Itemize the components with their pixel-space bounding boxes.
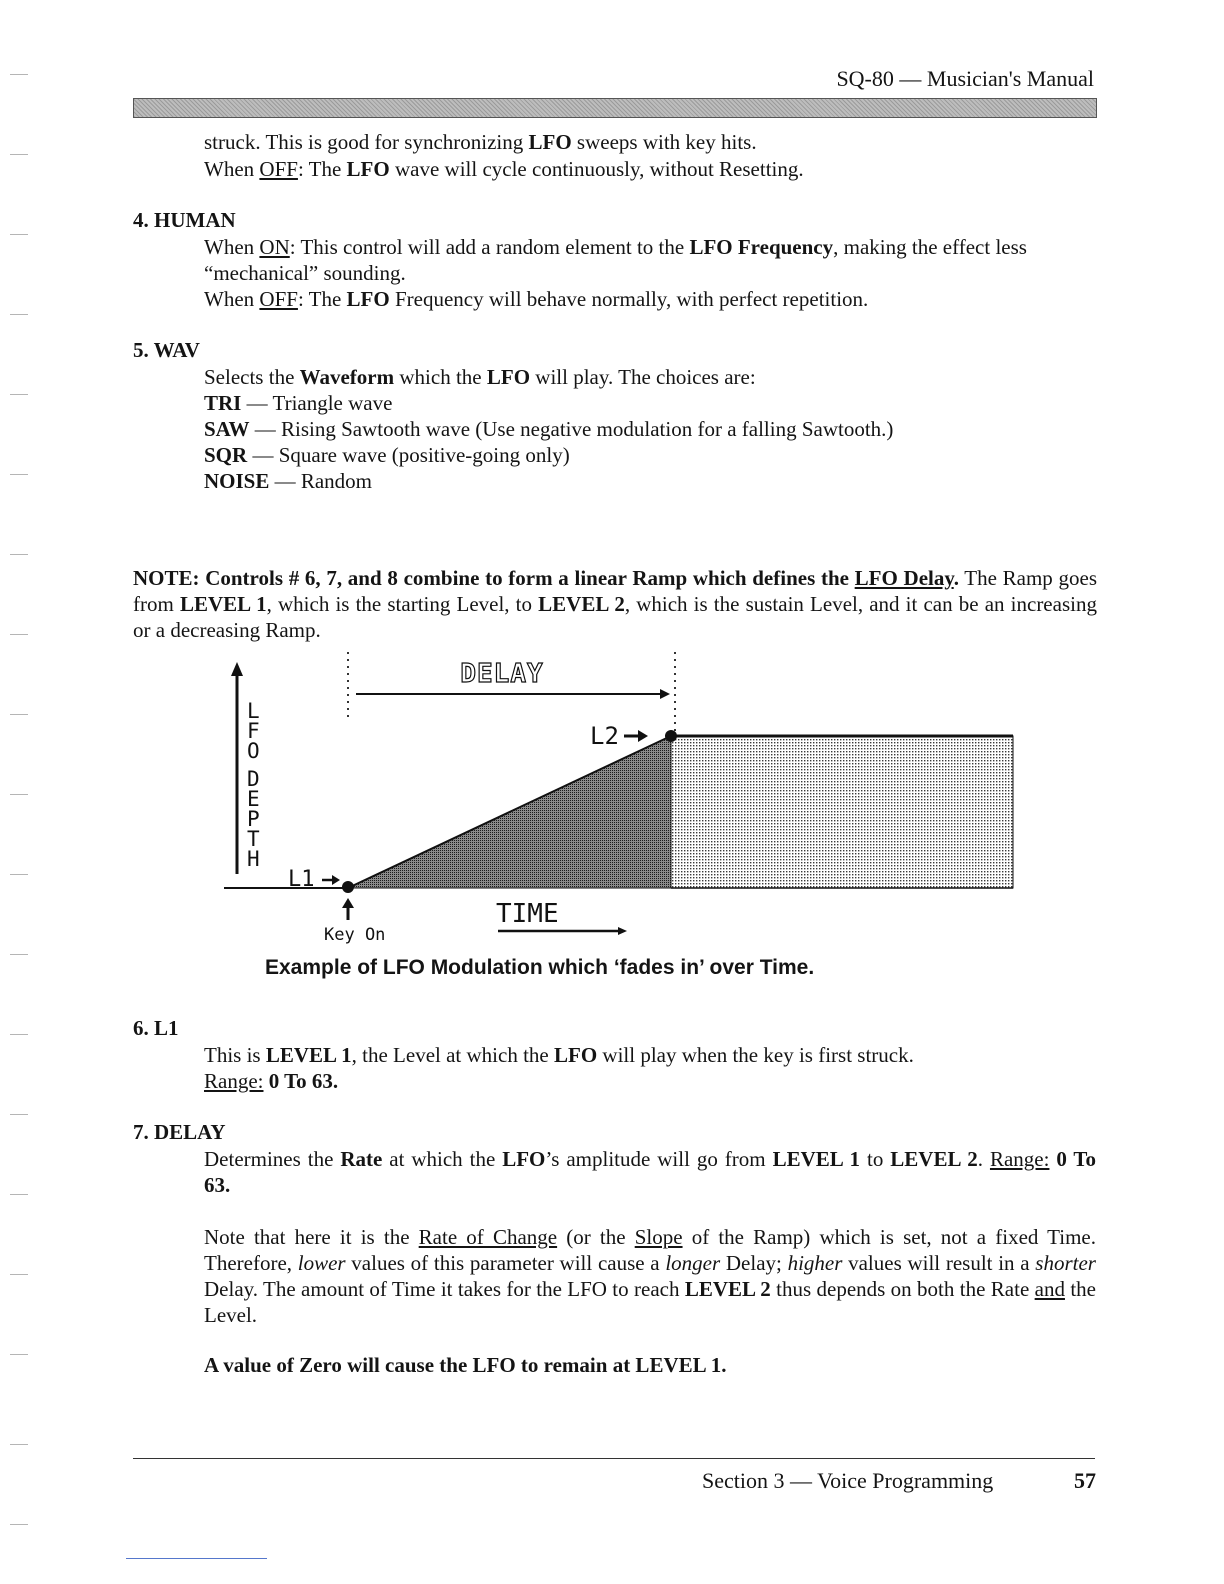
y-letter: T	[247, 827, 260, 851]
delay-label: DELAY	[460, 659, 544, 689]
heading-l1: 6. L1	[133, 1016, 179, 1040]
l1-arrow-head-icon	[332, 875, 340, 885]
l2-point	[665, 730, 677, 742]
figure-caption: Example of LFO Modulation which ‘fades in’ over Time.	[265, 956, 815, 979]
y-letter: D	[247, 767, 260, 791]
note-paragraph: NOTE: Controls # 6, 7, and 8 combine to form a linear Ramp which defines the LFO Delay. The Ramp goes from LEVEL 1, which is the starting Level, to LEVEL 2, which is the sustain Level, and it can be an increasing or a decreasing Ramp.	[133, 566, 1097, 642]
wav-choice-tri: TRI — Triangle wave	[204, 391, 393, 415]
time-arrow-head-icon	[618, 927, 627, 935]
running-header-title: SQ-80 — Musician's Manual	[836, 66, 1094, 91]
delay-rate-note: Note that here it is the Rate of Change (or the Slope of the Ramp) which is set, not a fixed Time. Therefore, lower values of this parameter will cause a longer Delay; higher values will result in a shorter Delay. The amount of Time it takes for the LFO to reach LEVEL 2 thus depends on both the Rate and the Level.	[204, 1225, 1096, 1327]
wav-choice-sqr: SQR — Square wave (positive-going only)	[204, 443, 570, 467]
l1-label: L1	[288, 867, 315, 892]
lfo-delay-figure	[0, 640, 1224, 950]
bottom-blue-rule	[126, 1558, 267, 1559]
heading-wav: 5. WAV	[133, 338, 200, 362]
y-letter: O	[247, 739, 260, 763]
key-on-arrow-head-icon	[342, 898, 354, 908]
y-letter: L	[247, 699, 260, 723]
header-band	[133, 98, 1097, 118]
y-letter: P	[247, 807, 260, 831]
key-on-label: Key On	[324, 925, 386, 945]
delay-arrow-head-icon	[660, 689, 670, 699]
reset-off-description: When OFF: The LFO wave will cycle continuously, without Resetting.	[204, 157, 804, 181]
l2-arrow-head-icon	[638, 730, 648, 742]
time-label: TIME	[496, 899, 559, 929]
page-number: 57	[1074, 1468, 1096, 1493]
sustain-region	[671, 736, 1013, 888]
y-letter: H	[247, 847, 260, 871]
l1-point	[342, 881, 354, 893]
reset-continuation: struck. This is good for synchronizing LFO sweeps with key hits.	[204, 130, 757, 154]
human-off-description: When OFF: The LFO Frequency will behave normally, with perfect repetition.	[204, 287, 869, 311]
footer-section: Section 3 — Voice Programming	[702, 1468, 994, 1493]
l1-range: Range: 0 To 63.	[204, 1069, 339, 1093]
human-on-description: When ON: This control will add a random element to the LFO Frequency, making the effect less “mechanical” sounding.	[204, 235, 1027, 285]
y-axis-arrow-icon	[231, 662, 243, 676]
l2-label: L2	[590, 722, 619, 750]
heading-delay: 7. DELAY	[133, 1120, 226, 1144]
delay-description: Determines the Rate at which the LFO’s amplitude will go from LEVEL 1 to LEVEL 2. Range: 0 To 63.	[204, 1147, 1097, 1197]
y-letter: E	[247, 787, 260, 811]
footer-rule	[133, 1458, 1095, 1459]
wav-choice-noise: NOISE — Random	[204, 469, 373, 493]
wav-choice-saw: SAW — Rising Sawtooth wave (Use negative modulation for a falling Sawtooth.)	[204, 417, 894, 441]
delay-zero-note: A value of Zero will cause the LFO to remain at LEVEL 1.	[204, 1353, 727, 1377]
heading-human: 4. HUMAN	[133, 208, 236, 232]
y-axis-label	[247, 699, 260, 871]
l1-description: This is LEVEL 1, the Level at which the LFO will play when the key is first struck.	[204, 1043, 914, 1067]
wav-intro: Selects the Waveform which the LFO will play. The choices are:	[204, 365, 756, 389]
y-letter: F	[247, 719, 260, 743]
